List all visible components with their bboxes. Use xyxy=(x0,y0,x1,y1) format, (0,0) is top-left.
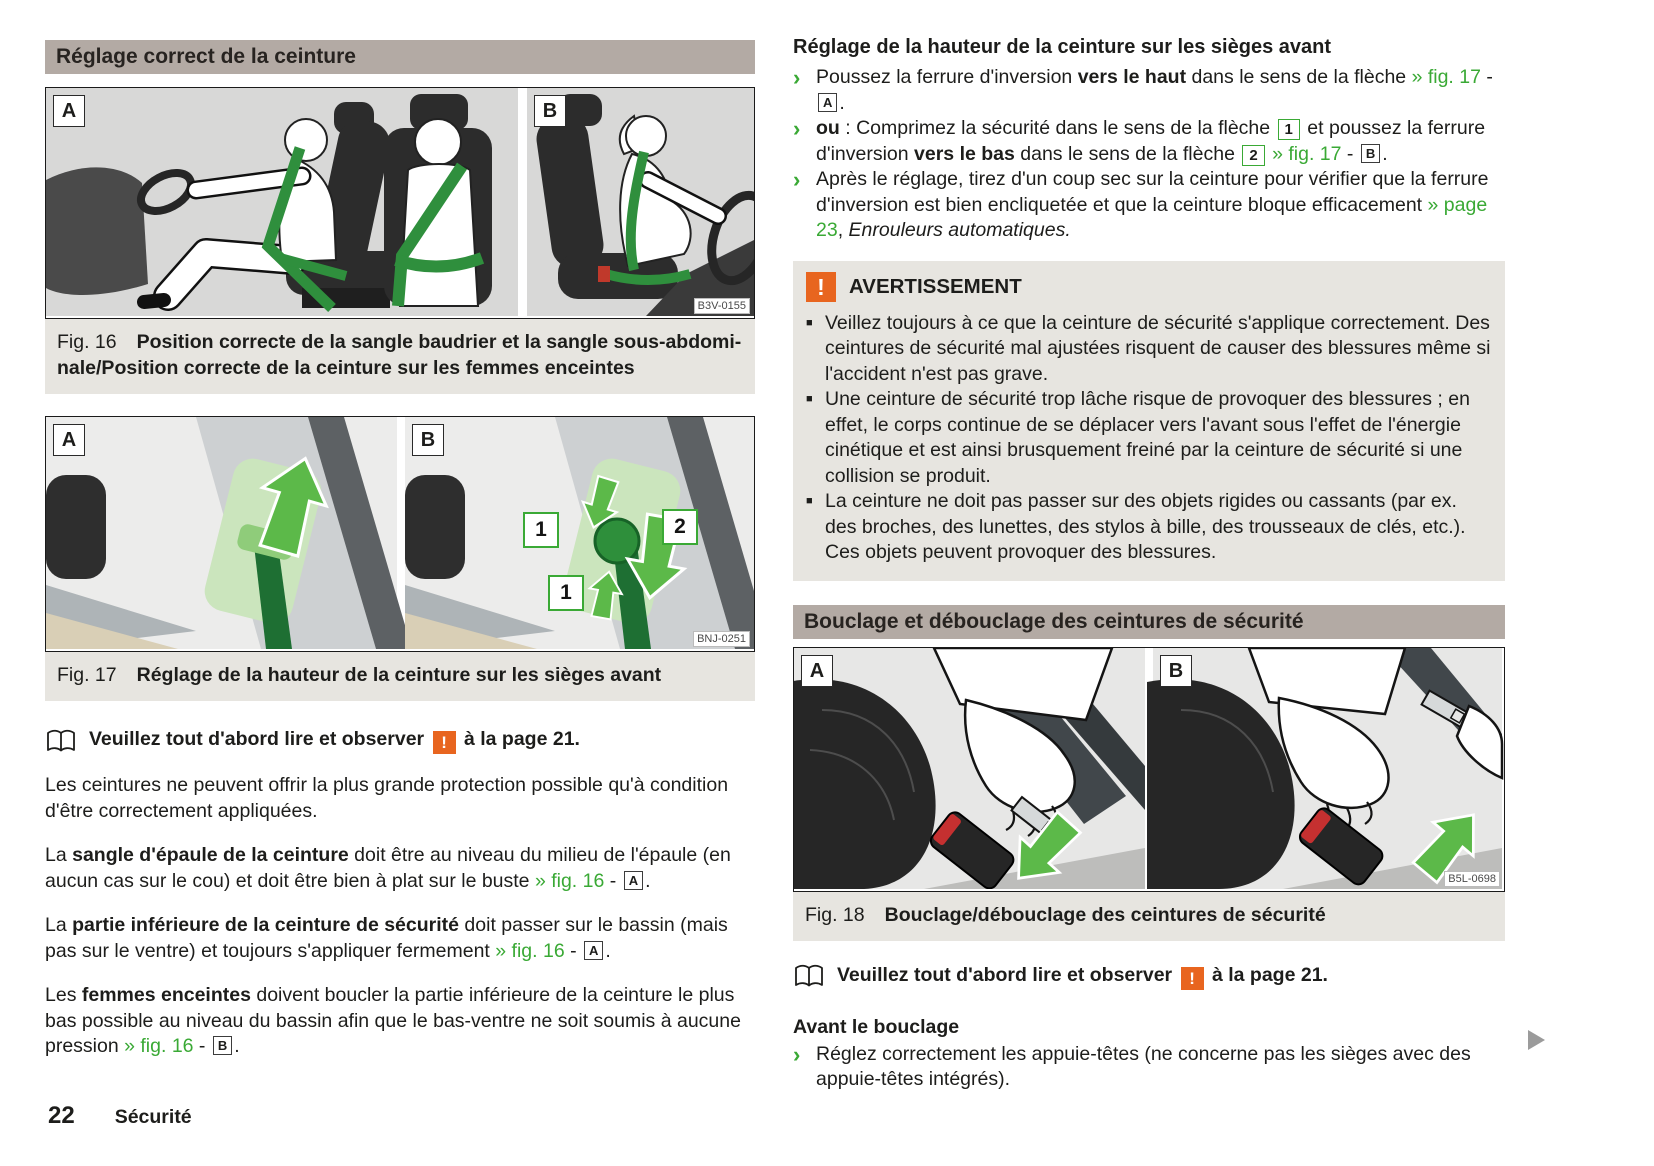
belt-guide-knob xyxy=(595,519,639,563)
fig18-illustration xyxy=(794,648,1504,889)
figure-number: Fig. 18 xyxy=(805,903,865,926)
panel-label-b: B xyxy=(534,95,566,127)
pillar-panel-a xyxy=(46,417,412,649)
section-header-reglage-correct xyxy=(45,40,755,74)
cross-reference-link[interactable]: » fig. 17 xyxy=(1411,66,1481,88)
callout-key: 1 xyxy=(1278,119,1300,140)
text-segment: doit passer sur le bassin (mais pas sur le ventre) et toujours s'appliquer fermement xyxy=(45,914,728,962)
arrow-callout-1: 1 xyxy=(523,512,559,548)
warning-text: La ceinture ne doit pas passer sur des objets rigides ou cassants (par ex. des broches, des lunettes, des stylos à bille, des trousseaux de clés, etc.). Ces objets peuvent provoquer des blessures. xyxy=(825,490,1466,563)
callout-key: B xyxy=(1361,144,1380,163)
text-segment: . xyxy=(645,869,651,892)
chevron-bullet-icon: › xyxy=(793,167,801,192)
text-segment: - xyxy=(604,869,622,892)
text-segment: - xyxy=(1341,142,1359,165)
text-segment: Enrouleurs automatiques. xyxy=(848,219,1071,241)
callout-key: B xyxy=(213,1036,232,1055)
chevron-bullet-icon: › xyxy=(793,65,801,90)
warning-text: Veillez toujours à ce que la ceinture de sécurité s'applique correctement. Des ceintures de sécurité mal ajustées risquent de causer des blessures même si l'accident n'est pas grave. xyxy=(825,311,1491,385)
text-segment: . xyxy=(839,91,845,114)
text-segment: femmes enceintes xyxy=(81,984,251,1006)
read-first-text xyxy=(89,727,580,754)
figure-caption-text: Bouclage/débouclage des ceintures de sécurité xyxy=(884,903,1326,926)
text-segment: partie inférieure de la ceinture de sécurité xyxy=(72,914,460,936)
warning-text: Une ceinture de sécurité trop lâche risque de provoquer des blessures ; en effet, le corps continue de se déplacer vers l'avant sous l'effet de l'énergie cinétique et est ainsi brusquement freiné par la ceinture de sécurité si une collision se produit. xyxy=(825,388,1470,487)
text-segment: , xyxy=(837,219,849,241)
callout-key: A xyxy=(624,871,643,890)
section-header-bouclage xyxy=(793,605,1505,639)
page-continues-icon xyxy=(1528,1030,1545,1050)
fig16-illustration xyxy=(46,88,754,316)
buckle-panel-b xyxy=(1147,648,1502,889)
fig18-caption xyxy=(793,892,1505,941)
book-icon xyxy=(793,963,825,989)
text-segment: La xyxy=(45,844,73,866)
callout-key: 2 xyxy=(1242,145,1264,166)
image-code: B5L-0698 xyxy=(1444,871,1500,887)
instruction-step xyxy=(793,65,1505,116)
figure-number: Fig. 17 xyxy=(57,664,117,686)
paragraph xyxy=(45,773,755,824)
arrow-callout-2: 2 xyxy=(662,509,698,545)
step-text xyxy=(816,65,1505,116)
text-segment: sangle d'épaule de la ceinture xyxy=(72,844,349,866)
image-code: B3V-0155 xyxy=(694,298,750,314)
page-footer xyxy=(48,1102,192,1130)
fig17-caption xyxy=(45,652,755,701)
text-segment: - xyxy=(564,939,583,962)
paragraph xyxy=(45,843,755,894)
step-text xyxy=(816,167,1505,244)
pillar-panel-b xyxy=(405,417,754,649)
book-icon xyxy=(45,728,77,754)
page-number: 22 xyxy=(48,1102,75,1129)
square-bullet-icon: ■ xyxy=(806,393,813,405)
cross-reference-link[interactable]: » fig. 16 xyxy=(124,1035,194,1057)
step-text xyxy=(816,116,1505,167)
text-segment: Après le réglage, tirez d'un coup sec sur la ceinture pour vérifier que la ferrure d'inversion est bien encliquetée et que la ceinture bloque efficacement xyxy=(816,168,1489,216)
fig18-image xyxy=(793,647,1505,892)
warning-item xyxy=(806,311,1492,388)
right-column xyxy=(793,34,1505,1093)
image-code: BNJ-0251 xyxy=(693,631,750,647)
cross-reference-link[interactable]: » page 23 xyxy=(816,193,1488,241)
fig17-illustration xyxy=(46,417,754,649)
text-segment: vers le bas xyxy=(914,142,1015,165)
warning-item xyxy=(806,387,1492,489)
fig17-image xyxy=(45,416,755,652)
text-segment: Les xyxy=(45,984,82,1006)
chevron-bullet-icon: › xyxy=(793,116,801,141)
arrow-callout-1b: 1 xyxy=(548,575,584,611)
figure-18 xyxy=(793,647,1505,941)
text-segment: Veuillez tout d'abord lire et observer xyxy=(837,963,1178,986)
text-segment: ou xyxy=(816,117,840,139)
panel-label-b: B xyxy=(412,424,444,456)
text-segment: doit être au niveau du milieu de l'épaule (en aucun cas sur le cou) et doit être bien à plat sur le buste xyxy=(45,844,731,892)
figure-17 xyxy=(45,416,755,701)
panel-label-a: A xyxy=(801,655,833,687)
figure-number: Fig. 16 xyxy=(57,331,117,353)
square-bullet-icon: ■ xyxy=(806,495,813,507)
cross-reference-link[interactable]: » fig. 16 xyxy=(495,939,565,962)
left-column xyxy=(45,40,755,1060)
warning-ref-icon: ! xyxy=(1181,967,1204,990)
figure-caption-text: Position correcte de la sangle baudrier et la sangle sous-abdominale/Position correcte de la ceinture sur les femmes enceintes xyxy=(57,331,742,379)
warning-header xyxy=(806,272,1492,302)
warning-icon: ! xyxy=(806,272,836,302)
section-title: Bouclage et débouclage des ceintures de sécurité xyxy=(804,609,1304,633)
read-first-note xyxy=(45,727,755,754)
instruction-step xyxy=(793,167,1505,244)
text-segment: Réglez correctement les appuie-têtes (ne concerne pas les sièges avec des appuie-têtes intégrés). xyxy=(816,1042,1471,1090)
subsection-heading: Avant le bouclage xyxy=(793,1015,960,1038)
figure-caption-text: Réglage de la hauteur de la ceinture sur les sièges avant xyxy=(136,664,662,686)
chevron-bullet-icon: › xyxy=(793,1041,801,1067)
paragraph xyxy=(45,983,755,1060)
text-segment: dans le sens de la flèche xyxy=(1014,142,1241,165)
warning-title: AVERTISSEMENT xyxy=(849,274,1022,298)
callout-key: A xyxy=(818,93,837,112)
square-bullet-icon: ■ xyxy=(806,316,813,329)
warning-ref-icon: ! xyxy=(433,731,456,754)
paragraph xyxy=(45,913,755,964)
warning-box xyxy=(793,261,1505,581)
footer-section-label: Sécurité xyxy=(114,1106,192,1128)
cross-reference-link[interactable]: » fig. 17 xyxy=(1272,142,1342,165)
text-segment: : Comprimez la sécurité dans le sens de la flèche xyxy=(839,117,1276,139)
buckle-panel-a xyxy=(794,648,1145,889)
text-segment: vers le haut xyxy=(1077,66,1187,88)
subsection-heading: Réglage de la hauteur de la ceinture sur les sièges avant xyxy=(793,36,1331,58)
text-segment: - xyxy=(193,1035,211,1057)
fig16-image xyxy=(45,87,755,319)
section-title: Réglage correct de la ceinture xyxy=(56,45,356,68)
text-segment: . xyxy=(605,939,611,962)
instruction-step xyxy=(793,1042,1505,1093)
panel-label-a: A xyxy=(53,95,85,127)
cross-reference-link[interactable]: » fig. 16 xyxy=(534,869,605,892)
text-segment: . xyxy=(234,1035,240,1057)
text-segment: . xyxy=(1382,142,1388,165)
text-segment: - xyxy=(1480,66,1493,88)
text-segment: Veuillez tout d'abord lire et observer xyxy=(89,728,430,750)
instruction-step xyxy=(793,116,1505,167)
panel-label-a: A xyxy=(53,424,85,456)
read-first-note xyxy=(793,963,1505,990)
text-segment: à la page 21. xyxy=(458,728,580,750)
text-segment: à la page 21. xyxy=(1206,963,1328,986)
read-first-text xyxy=(837,963,1328,990)
text-segment: doivent boucler la partie inférieure de la ceinture le plus bas possible au niveau du bassin afin que le bas-ventre ne soit soumis à aucune pression xyxy=(45,984,741,1057)
text-segment: Poussez la ferrure d'inversion xyxy=(816,66,1078,88)
figure-16 xyxy=(45,87,755,394)
callout-key: A xyxy=(584,941,603,960)
fig16-caption xyxy=(45,319,755,394)
panel-label-b: B xyxy=(1160,655,1192,687)
text-segment: Les ceintures ne peuvent offrir la plus grande protection possible qu'à condition d'être correctement appliquées. xyxy=(45,774,729,822)
warning-item xyxy=(806,489,1492,566)
text-segment: La xyxy=(45,914,73,936)
text-segment: et poussez la ferrure d'inversion xyxy=(816,117,1486,165)
text-segment: dans le sens de la flèche xyxy=(1186,66,1412,88)
step-text xyxy=(816,1042,1505,1093)
